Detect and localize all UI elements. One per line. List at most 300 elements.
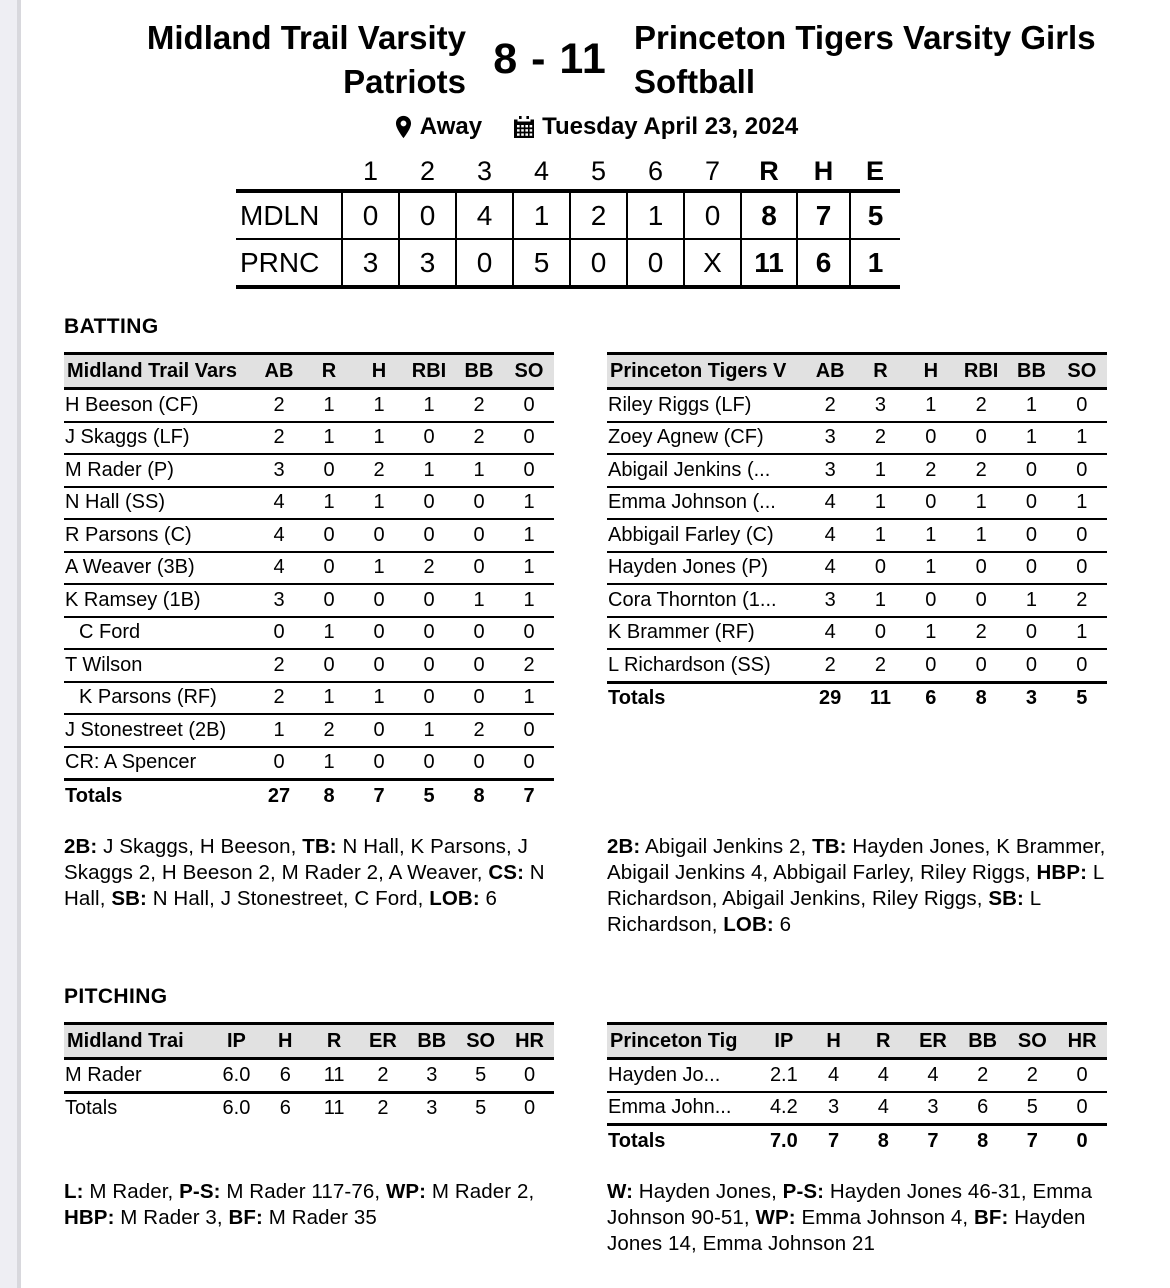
stat-cell: 0 xyxy=(404,617,454,650)
batting-left-col-RBI: RBI xyxy=(404,354,454,389)
batting-left-player-row xyxy=(64,389,554,422)
stat-cell: 1 xyxy=(504,519,554,552)
line-score-cell: 3 xyxy=(399,239,456,287)
stat-cell: 5 xyxy=(456,1059,505,1093)
stat-cell: 0 xyxy=(354,584,404,617)
batting-right-col-H: H xyxy=(906,354,956,389)
team-name-left: Midland Trail Varsity Patriots xyxy=(146,19,466,100)
batting-left-col-R: R xyxy=(304,354,354,389)
stat-cell: 0 xyxy=(956,422,1006,455)
batting-left-col-SO: SO xyxy=(504,354,554,389)
note-label: W: xyxy=(607,1179,634,1203)
player-name: Hayden Jones (P) xyxy=(607,552,805,585)
pitching-left-player-row xyxy=(64,1059,554,1093)
player-name: N Hall (SS) xyxy=(64,487,254,520)
pitching-table-left-wrap xyxy=(64,1022,554,1124)
pitching-right-col-R: R xyxy=(858,1024,908,1059)
line-score-cell: 2 xyxy=(570,191,627,239)
stat-cell: 0 xyxy=(354,617,404,650)
pitching-right-col-IP: IP xyxy=(759,1024,809,1059)
stat-cell: 0 xyxy=(304,552,354,585)
batting-right-player-row xyxy=(607,519,1107,552)
stat-cell: 6.0 xyxy=(212,1059,261,1093)
batting-right-player-row xyxy=(607,487,1107,520)
stat-cell: 1 xyxy=(504,552,554,585)
stat-cell: 4 xyxy=(805,487,855,520)
stat-cell: 0 xyxy=(404,487,454,520)
stat-cell: 0 xyxy=(855,552,905,585)
batting-left-team-header: Midland Trail Vars xyxy=(64,354,254,389)
stat-cell: 2 xyxy=(956,617,1006,650)
line-score-col-3: 3 xyxy=(476,155,493,186)
pitching-right-col-BB: BB xyxy=(958,1024,1008,1059)
stat-cell: 1 xyxy=(504,682,554,715)
note-label: 2B: xyxy=(64,834,98,858)
stat-cell: 1 xyxy=(304,389,354,422)
stat-cell: 0 xyxy=(504,747,554,780)
stat-cell: 1 xyxy=(404,714,454,747)
pitching-notes-right: W: Hayden Jones, P-S: Hayden Jones 46-31, Emma Johnson 90-51, WP: Emma Johnson 4, BF: Hayden Jones 14, Emma Johnson 21 xyxy=(607,1179,1093,1255)
player-name: Riley Riggs (LF) xyxy=(607,389,805,422)
stat-cell: 3 xyxy=(855,389,905,422)
stat-cell: 0 xyxy=(454,617,504,650)
batting-left-col-AB: AB xyxy=(254,354,304,389)
stat-cell: 2 xyxy=(855,422,905,455)
batting-left-player-row xyxy=(64,552,554,585)
stat-cell: 3 xyxy=(1006,682,1056,714)
stat-cell: 2 xyxy=(504,649,554,682)
pitching-columns xyxy=(64,1022,1170,1278)
stat-cell: 1 xyxy=(855,454,905,487)
batting-right-player-row xyxy=(607,617,1107,650)
stat-cell: 2.1 xyxy=(759,1059,809,1092)
line-score-col-2: 2 xyxy=(419,155,436,186)
player-name: Abbigail Farley (C) xyxy=(607,519,805,552)
note-label: CS: xyxy=(488,860,525,884)
pitching-table-right-wrap xyxy=(607,1022,1107,1157)
stat-cell: 3 xyxy=(809,1092,859,1125)
player-name: Cora Thornton (1... xyxy=(607,584,805,617)
stat-cell: 0 xyxy=(404,422,454,455)
totals-label: Totals xyxy=(607,682,805,714)
line-score-col-7: 7 xyxy=(704,155,721,186)
player-name: H Beeson (CF) xyxy=(64,389,254,422)
player-name: J Stonestreet (2B) xyxy=(64,714,254,747)
game-meta-row xyxy=(21,113,1170,141)
batting-table-left-wrap xyxy=(64,352,554,812)
stat-cell: 1 xyxy=(354,487,404,520)
stat-cell: 4 xyxy=(908,1059,958,1092)
stat-cell: 4 xyxy=(254,519,304,552)
stat-cell: 0 xyxy=(354,747,404,780)
line-score-col-E: E xyxy=(865,155,884,186)
stat-cell: 11 xyxy=(310,1059,359,1093)
player-name: Zoey Agnew (CF) xyxy=(607,422,805,455)
pitching-right-header-row xyxy=(607,1024,1107,1059)
note-label: L: xyxy=(64,1179,84,1203)
stat-cell: 1 xyxy=(1057,487,1107,520)
stat-cell: 4 xyxy=(805,617,855,650)
stat-cell: 1 xyxy=(354,422,404,455)
stat-cell: 0 xyxy=(454,747,504,780)
stat-cell: 0 xyxy=(304,519,354,552)
note-label: BF: xyxy=(974,1205,1009,1229)
stat-cell: 8 xyxy=(304,780,354,812)
stat-cell: 1 xyxy=(1057,617,1107,650)
calendar-icon xyxy=(512,115,536,139)
stat-cell: 1 xyxy=(906,617,956,650)
stat-cell: 1 xyxy=(855,487,905,520)
pitching-left-col-ER: ER xyxy=(359,1024,408,1059)
line-score-cell: 0 xyxy=(342,191,399,239)
stat-cell: 0 xyxy=(855,617,905,650)
stat-cell: 2 xyxy=(956,389,1006,422)
stat-cell: 0 xyxy=(504,617,554,650)
pitching-right-col-HR: HR xyxy=(1057,1024,1107,1059)
line-score-col-6: 6 xyxy=(647,155,664,186)
pitching-left-col-IP: IP xyxy=(212,1024,261,1059)
stat-cell: 0 xyxy=(404,682,454,715)
note-label: LOB: xyxy=(429,887,480,911)
stat-cell: 6 xyxy=(261,1092,310,1124)
stat-cell: 0 xyxy=(956,584,1006,617)
player-name: Hayden Jo... xyxy=(607,1059,759,1092)
stat-cell: 8 xyxy=(858,1125,908,1157)
stat-cell: 0 xyxy=(504,389,554,422)
stat-cell: 2 xyxy=(1008,1059,1058,1092)
stat-cell: 2 xyxy=(254,422,304,455)
stat-cell: 1 xyxy=(454,584,504,617)
line-score-cell: X xyxy=(684,239,741,287)
stat-cell: 6.0 xyxy=(212,1092,261,1124)
stat-cell: 1 xyxy=(1057,422,1107,455)
stat-cell: 0 xyxy=(304,454,354,487)
line-score-cell: 0 xyxy=(456,239,513,287)
note-label: BF: xyxy=(228,1205,263,1229)
note-label: TB: xyxy=(302,834,337,858)
stat-cell: 0 xyxy=(454,552,504,585)
line-score-cell: 4 xyxy=(456,191,513,239)
stat-cell: 3 xyxy=(805,454,855,487)
stat-cell: 0 xyxy=(1006,454,1056,487)
batting-left-player-row xyxy=(64,714,554,747)
stat-cell: 0 xyxy=(1057,1092,1107,1125)
stat-cell: 1 xyxy=(855,519,905,552)
player-name: M Rader (P) xyxy=(64,454,254,487)
stat-cell: 3 xyxy=(805,584,855,617)
stat-cell: 1 xyxy=(404,389,454,422)
batting-right-header-row xyxy=(607,354,1107,389)
stat-cell: 2 xyxy=(958,1059,1008,1092)
player-name: T Wilson xyxy=(64,649,254,682)
stat-cell: 1 xyxy=(1006,389,1056,422)
stat-cell: 1 xyxy=(254,714,304,747)
player-name: C Ford xyxy=(64,617,254,650)
player-name: M Rader xyxy=(64,1059,212,1093)
stat-cell: 11 xyxy=(855,682,905,714)
stat-cell: 4 xyxy=(858,1092,908,1125)
stat-cell: 0 xyxy=(304,649,354,682)
batting-table-right-wrap xyxy=(607,352,1107,714)
stat-cell: 2 xyxy=(254,682,304,715)
stat-cell: 3 xyxy=(254,454,304,487)
batting-right-player-row xyxy=(607,584,1107,617)
pitching-left-col-SO: SO xyxy=(456,1024,505,1059)
game-location xyxy=(393,113,482,141)
stat-cell: 1 xyxy=(304,422,354,455)
stat-cell: 1 xyxy=(304,487,354,520)
batting-right-totals-row xyxy=(607,682,1107,714)
stat-cell: 0 xyxy=(254,747,304,780)
player-name: R Parsons (C) xyxy=(64,519,254,552)
pitching-left-col-H: H xyxy=(261,1024,310,1059)
stat-cell: 6 xyxy=(261,1059,310,1093)
final-score: 8 - 11 xyxy=(493,35,607,84)
stat-cell: 1 xyxy=(304,617,354,650)
stat-cell: 0 xyxy=(1057,1059,1107,1092)
batting-left-player-row xyxy=(64,649,554,682)
stat-cell: 1 xyxy=(354,552,404,585)
pitching-left-header-row xyxy=(64,1024,554,1059)
line-score-cell: 8 xyxy=(741,191,797,239)
stat-cell: 5 xyxy=(404,780,454,812)
batting-right-table xyxy=(607,352,1107,714)
stat-cell: 0 xyxy=(1057,1125,1107,1157)
pitching-right-totals-row xyxy=(607,1125,1107,1157)
stat-cell: 4.2 xyxy=(759,1092,809,1125)
totals-label: Totals xyxy=(607,1125,759,1157)
scoreboard-header xyxy=(21,16,1170,103)
stat-cell: 2 xyxy=(454,714,504,747)
batting-right-player-row xyxy=(607,649,1107,682)
stat-cell: 7 xyxy=(1008,1125,1058,1157)
stat-cell: 0 xyxy=(454,649,504,682)
pitching-section-label: PITCHING xyxy=(64,985,168,1009)
team-name-right: Princeton Tigers Varsity Girls Softball xyxy=(634,19,1096,100)
stat-cell: 1 xyxy=(304,747,354,780)
stat-cell: 27 xyxy=(254,780,304,812)
batting-right-col-BB: BB xyxy=(1006,354,1056,389)
batting-left-col-BB: BB xyxy=(454,354,504,389)
stat-cell: 1 xyxy=(1006,422,1056,455)
stat-cell: 0 xyxy=(906,487,956,520)
stat-cell: 2 xyxy=(1057,584,1107,617)
player-name: Emma John... xyxy=(607,1092,759,1125)
stat-cell: 1 xyxy=(354,682,404,715)
totals-label: Totals xyxy=(64,780,254,812)
stat-cell: 3 xyxy=(254,584,304,617)
stat-cell: 0 xyxy=(1057,649,1107,682)
game-location-label: Away xyxy=(419,113,483,141)
stat-cell: 3 xyxy=(407,1092,456,1124)
stat-cell: 0 xyxy=(1057,552,1107,585)
stat-cell: 1 xyxy=(956,519,1006,552)
location-pin-icon xyxy=(393,115,414,139)
stat-cell: 7 xyxy=(908,1125,958,1157)
pitching-right-player-row xyxy=(607,1059,1107,1092)
stat-cell: 2 xyxy=(855,649,905,682)
line-score-row-MDLN xyxy=(236,191,900,239)
stat-cell: 8 xyxy=(956,682,1006,714)
stat-cell: 0 xyxy=(1006,519,1056,552)
line-score-cell: PRNC xyxy=(236,239,342,287)
stat-cell: 7 xyxy=(354,780,404,812)
stat-cell: 1 xyxy=(354,389,404,422)
stat-cell: 8 xyxy=(454,780,504,812)
stat-cell: 0 xyxy=(354,649,404,682)
batting-left-player-row xyxy=(64,422,554,455)
stat-cell: 2 xyxy=(254,649,304,682)
player-name: CR: A Spencer xyxy=(64,747,254,780)
stat-cell: 5 xyxy=(456,1092,505,1124)
stat-cell: 1 xyxy=(504,584,554,617)
line-score-cell: 0 xyxy=(570,239,627,287)
stat-cell: 0 xyxy=(1006,487,1056,520)
stat-cell: 3 xyxy=(908,1092,958,1125)
stat-cell: 4 xyxy=(805,552,855,585)
batting-columns xyxy=(64,352,1170,959)
stat-cell: 6 xyxy=(958,1092,1008,1125)
stat-cell: 4 xyxy=(809,1059,859,1092)
pitching-left-col-R: R xyxy=(310,1024,359,1059)
stat-cell: 0 xyxy=(504,422,554,455)
batting-left-player-row xyxy=(64,487,554,520)
game-date-label: Tuesday April 23, 2024 xyxy=(542,113,799,141)
player-name: Abigail Jenkins (... xyxy=(607,454,805,487)
pitching-notes-left: L: M Rader, P-S: M Rader 117-76, WP: M Rader 2, HBP: M Rader 3, BF: M Rader 35 xyxy=(64,1179,535,1229)
box-score-page xyxy=(21,0,1170,1278)
stat-cell: 1 xyxy=(906,552,956,585)
stat-cell: 1 xyxy=(404,454,454,487)
line-score-row-PRNC xyxy=(236,239,900,287)
stat-cell: 0 xyxy=(404,584,454,617)
pitching-right-team-header: Princeton Tig xyxy=(607,1024,759,1059)
pitching-right-col-ER: ER xyxy=(908,1024,958,1059)
line-score-col-R: R xyxy=(759,155,779,186)
note-label: LOB: xyxy=(723,913,774,937)
player-name: J Skaggs (LF) xyxy=(64,422,254,455)
note-label: WP: xyxy=(755,1205,796,1229)
stat-cell: 0 xyxy=(956,649,1006,682)
stat-cell: 0 xyxy=(404,519,454,552)
note-label: HBP: xyxy=(64,1205,115,1229)
batting-left-player-row xyxy=(64,454,554,487)
stat-cell: 6 xyxy=(906,682,956,714)
batting-left-player-row xyxy=(64,617,554,650)
stat-cell: 1 xyxy=(454,454,504,487)
stat-cell: 2 xyxy=(404,552,454,585)
stat-cell: 7.0 xyxy=(759,1125,809,1157)
line-score-cell: 6 xyxy=(797,239,850,287)
page-margin-gutter xyxy=(0,0,21,1288)
stat-cell: 2 xyxy=(454,389,504,422)
stat-cell: 0 xyxy=(505,1092,554,1124)
stat-cell: 0 xyxy=(1057,389,1107,422)
stat-cell: 2 xyxy=(359,1092,408,1124)
line-score-table xyxy=(236,153,900,289)
stat-cell: 8 xyxy=(958,1125,1008,1157)
stat-cell: 2 xyxy=(454,422,504,455)
line-score-cell: 0 xyxy=(627,239,684,287)
stat-cell: 0 xyxy=(505,1059,554,1093)
stat-cell: 1 xyxy=(504,487,554,520)
stat-cell: 0 xyxy=(956,552,1006,585)
stat-cell: 2 xyxy=(254,389,304,422)
stat-cell: 0 xyxy=(354,714,404,747)
line-score-col-4: 4 xyxy=(533,155,550,186)
note-label: 2B: xyxy=(607,834,641,858)
line-score-cell: 5 xyxy=(850,191,900,239)
batting-right-player-row xyxy=(607,422,1107,455)
line-score-cell: 1 xyxy=(850,239,900,287)
line-score-cell: 1 xyxy=(513,191,570,239)
player-name: K Brammer (RF) xyxy=(607,617,805,650)
stat-cell: 0 xyxy=(504,714,554,747)
stat-cell: 2 xyxy=(906,454,956,487)
batting-left-player-row xyxy=(64,682,554,715)
note-label: WP: xyxy=(385,1179,427,1203)
stat-cell: 3 xyxy=(805,422,855,455)
line-score-cell: 1 xyxy=(627,191,684,239)
line-score-cell: 11 xyxy=(741,239,797,287)
line-score-col-1: 1 xyxy=(362,155,379,186)
stat-cell: 0 xyxy=(1006,552,1056,585)
pitching-left-table xyxy=(64,1022,554,1124)
stat-cell: 7 xyxy=(809,1125,859,1157)
batting-left-header-row xyxy=(64,354,554,389)
stat-cell: 0 xyxy=(1057,519,1107,552)
stat-cell: 0 xyxy=(254,617,304,650)
stat-cell: 0 xyxy=(454,519,504,552)
batting-notes-left: 2B: J Skaggs, H Beeson, TB: N Hall, K Parsons, J Skaggs 2, H Beeson 2, M Rader 2, A Weaver, CS: N Hall, SB: N Hall, J Stonestreet, C Ford, LOB: 6 xyxy=(64,834,545,911)
stat-cell: 0 xyxy=(354,519,404,552)
batting-left-table xyxy=(64,352,554,812)
stat-cell: 4 xyxy=(254,487,304,520)
stat-cell: 1 xyxy=(1006,584,1056,617)
pitching-right-table xyxy=(607,1022,1107,1157)
stat-cell: 4 xyxy=(805,519,855,552)
pitching-left-totals-row xyxy=(64,1092,554,1124)
batting-right-col-RBI: RBI xyxy=(956,354,1006,389)
line-score xyxy=(21,153,1170,289)
batting-right-player-row xyxy=(607,454,1107,487)
stat-cell: 5 xyxy=(1057,682,1107,714)
stat-cell: 0 xyxy=(454,487,504,520)
stat-cell: 11 xyxy=(310,1092,359,1124)
stat-cell: 1 xyxy=(906,519,956,552)
pitching-right-player-row xyxy=(607,1092,1107,1125)
batting-right-col-AB: AB xyxy=(805,354,855,389)
batting-left-player-row xyxy=(64,584,554,617)
player-name: Emma Johnson (... xyxy=(607,487,805,520)
stat-cell: 0 xyxy=(404,649,454,682)
line-score-cell: 7 xyxy=(797,191,850,239)
note-label: P-S: xyxy=(179,1179,221,1203)
stat-cell: 3 xyxy=(407,1059,456,1093)
stat-cell: 1 xyxy=(855,584,905,617)
line-score-cell: 3 xyxy=(342,239,399,287)
stat-cell: 1 xyxy=(956,487,1006,520)
totals-label: Totals xyxy=(64,1092,212,1124)
stat-cell: 0 xyxy=(404,747,454,780)
note-label: TB: xyxy=(812,834,847,858)
player-name: K Parsons (RF) xyxy=(64,682,254,715)
stat-cell: 29 xyxy=(805,682,855,714)
line-score-cell: 0 xyxy=(684,191,741,239)
line-score-blank-cell xyxy=(236,153,342,191)
pitching-left-team-header: Midland Trai xyxy=(64,1024,212,1059)
note-label: HBP: xyxy=(1036,860,1088,884)
